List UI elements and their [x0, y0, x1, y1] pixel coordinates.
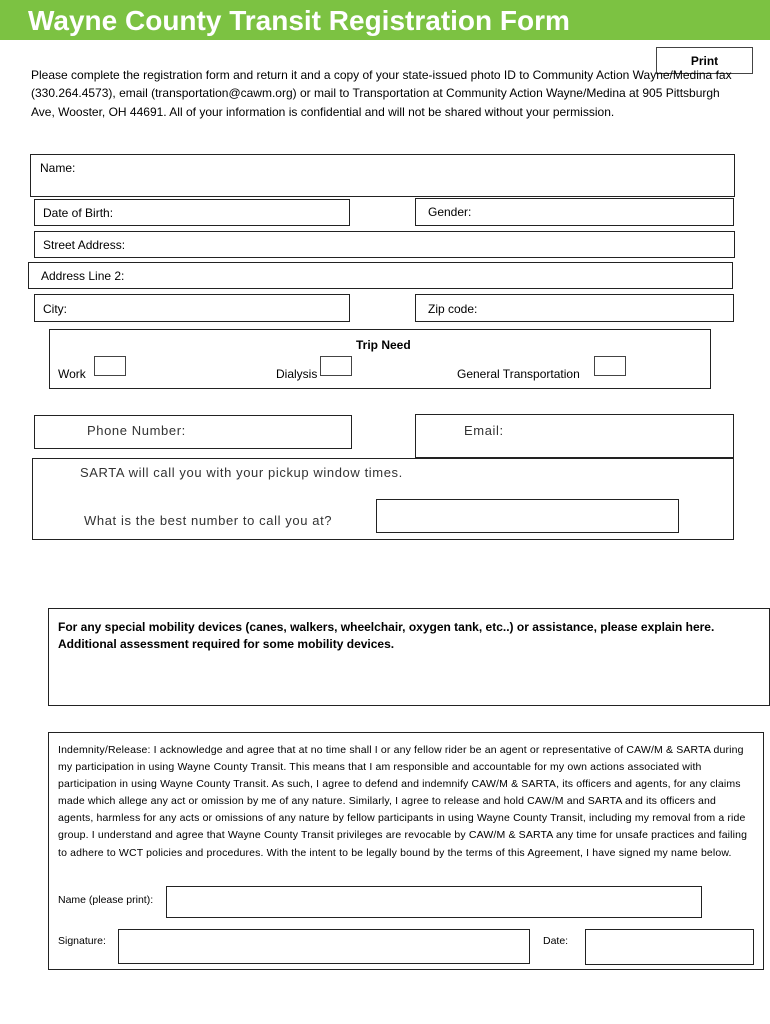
mobility-note: Additional assessment required for some mobility devices. [58, 637, 395, 651]
trip-need-title: Trip Need [356, 338, 411, 352]
release-text: Indemnity/Release: I acknowledge and agree that at no time shall I or any fellow rider be an agent or representative of CAW/M & SARTA during my participation in using Wayne County Transit. This means that I am responsible and accountable for my own actions associated with participation in using Wayne County Transit. As such, I agree to defend and indemnify CAW/M & SARTA, its officers and agents, for any claims made which allege any act or omission by me of any nature. Similarly, I agree to release and hold CAW/M and SARTA and its officers and agents, harmless for any acts or omissions of any nature by fellow participants in using Wayne County Transit, including my removal from a ride group. I understand and agree that Wayne County Transit privileges are revocable by CAW/M & SARTA any time for unsafe practices and failing to adhere to WCT policies and procedures. With the intent to be legally bound by the terms of this Agreement, I have signed my name below. [58, 744, 748, 859]
sarta-question: What is the best number to call you at? [84, 513, 333, 528]
date-input[interactable] [585, 929, 754, 965]
address-line-2-field[interactable] [28, 262, 733, 289]
signature-input[interactable] [118, 929, 530, 964]
zip-code-field[interactable] [415, 294, 734, 322]
best-number-input[interactable] [376, 499, 679, 533]
trip-option-general-label: General Transportation [457, 367, 580, 381]
print-name-input[interactable] [166, 886, 702, 918]
mobility-instructions: For any special mobility devices (canes, walkers, wheelchair, oxygen tank, etc..) or assistance, please explain here. [58, 620, 715, 634]
name-label: Name: [40, 161, 76, 175]
city-label: City: [43, 302, 67, 316]
print-name-label: Name (please print): [58, 894, 154, 906]
date-label: Date: [543, 935, 569, 947]
address-line-2-label: Address Line 2: [41, 269, 125, 283]
phone-number-field[interactable] [34, 415, 352, 449]
gender-field[interactable] [415, 198, 734, 226]
phone-number-label: Phone Number: [87, 423, 186, 438]
sarta-notice: SARTA will call you with your pickup window times. [80, 465, 403, 480]
city-field[interactable] [34, 294, 350, 322]
street-address-label: Street Address: [43, 238, 126, 252]
trip-option-work-label: Work [58, 367, 86, 381]
intro-text: Please complete the registration form and return it and a copy of your state-issued photo ID to Community Action Wayne/Medina fax (330.264.4573), email (transportation@cawm.org) or mail to Transportation at Community Action Wayne/Medina at 905 Pittsburgh Ave, Wooster, OH 44691. All of your information is confidential and will not be shared without your permission. [31, 68, 732, 119]
street-address-field[interactable] [34, 231, 735, 258]
trip-need-group [49, 329, 711, 389]
signature-label: Signature: [58, 935, 106, 947]
sarta-section [32, 458, 734, 540]
mobility-section[interactable] [48, 608, 770, 706]
gender-label: Gender: [428, 205, 472, 219]
trip-option-dialysis-checkbox[interactable] [320, 356, 352, 376]
dob-field[interactable] [34, 199, 350, 226]
trip-option-work-checkbox[interactable] [94, 356, 126, 376]
page-title: Wayne County Transit Registration Form [28, 5, 570, 36]
name-field[interactable] [30, 154, 735, 197]
email-label: Email: [464, 423, 504, 438]
print-button[interactable]: Print [656, 47, 753, 74]
email-field[interactable] [415, 414, 734, 458]
trip-option-general-checkbox[interactable] [594, 356, 626, 376]
trip-option-dialysis-label: Dialysis [276, 367, 318, 381]
dob-label: Date of Birth: [43, 206, 114, 220]
zip-code-label: Zip code: [428, 302, 478, 316]
